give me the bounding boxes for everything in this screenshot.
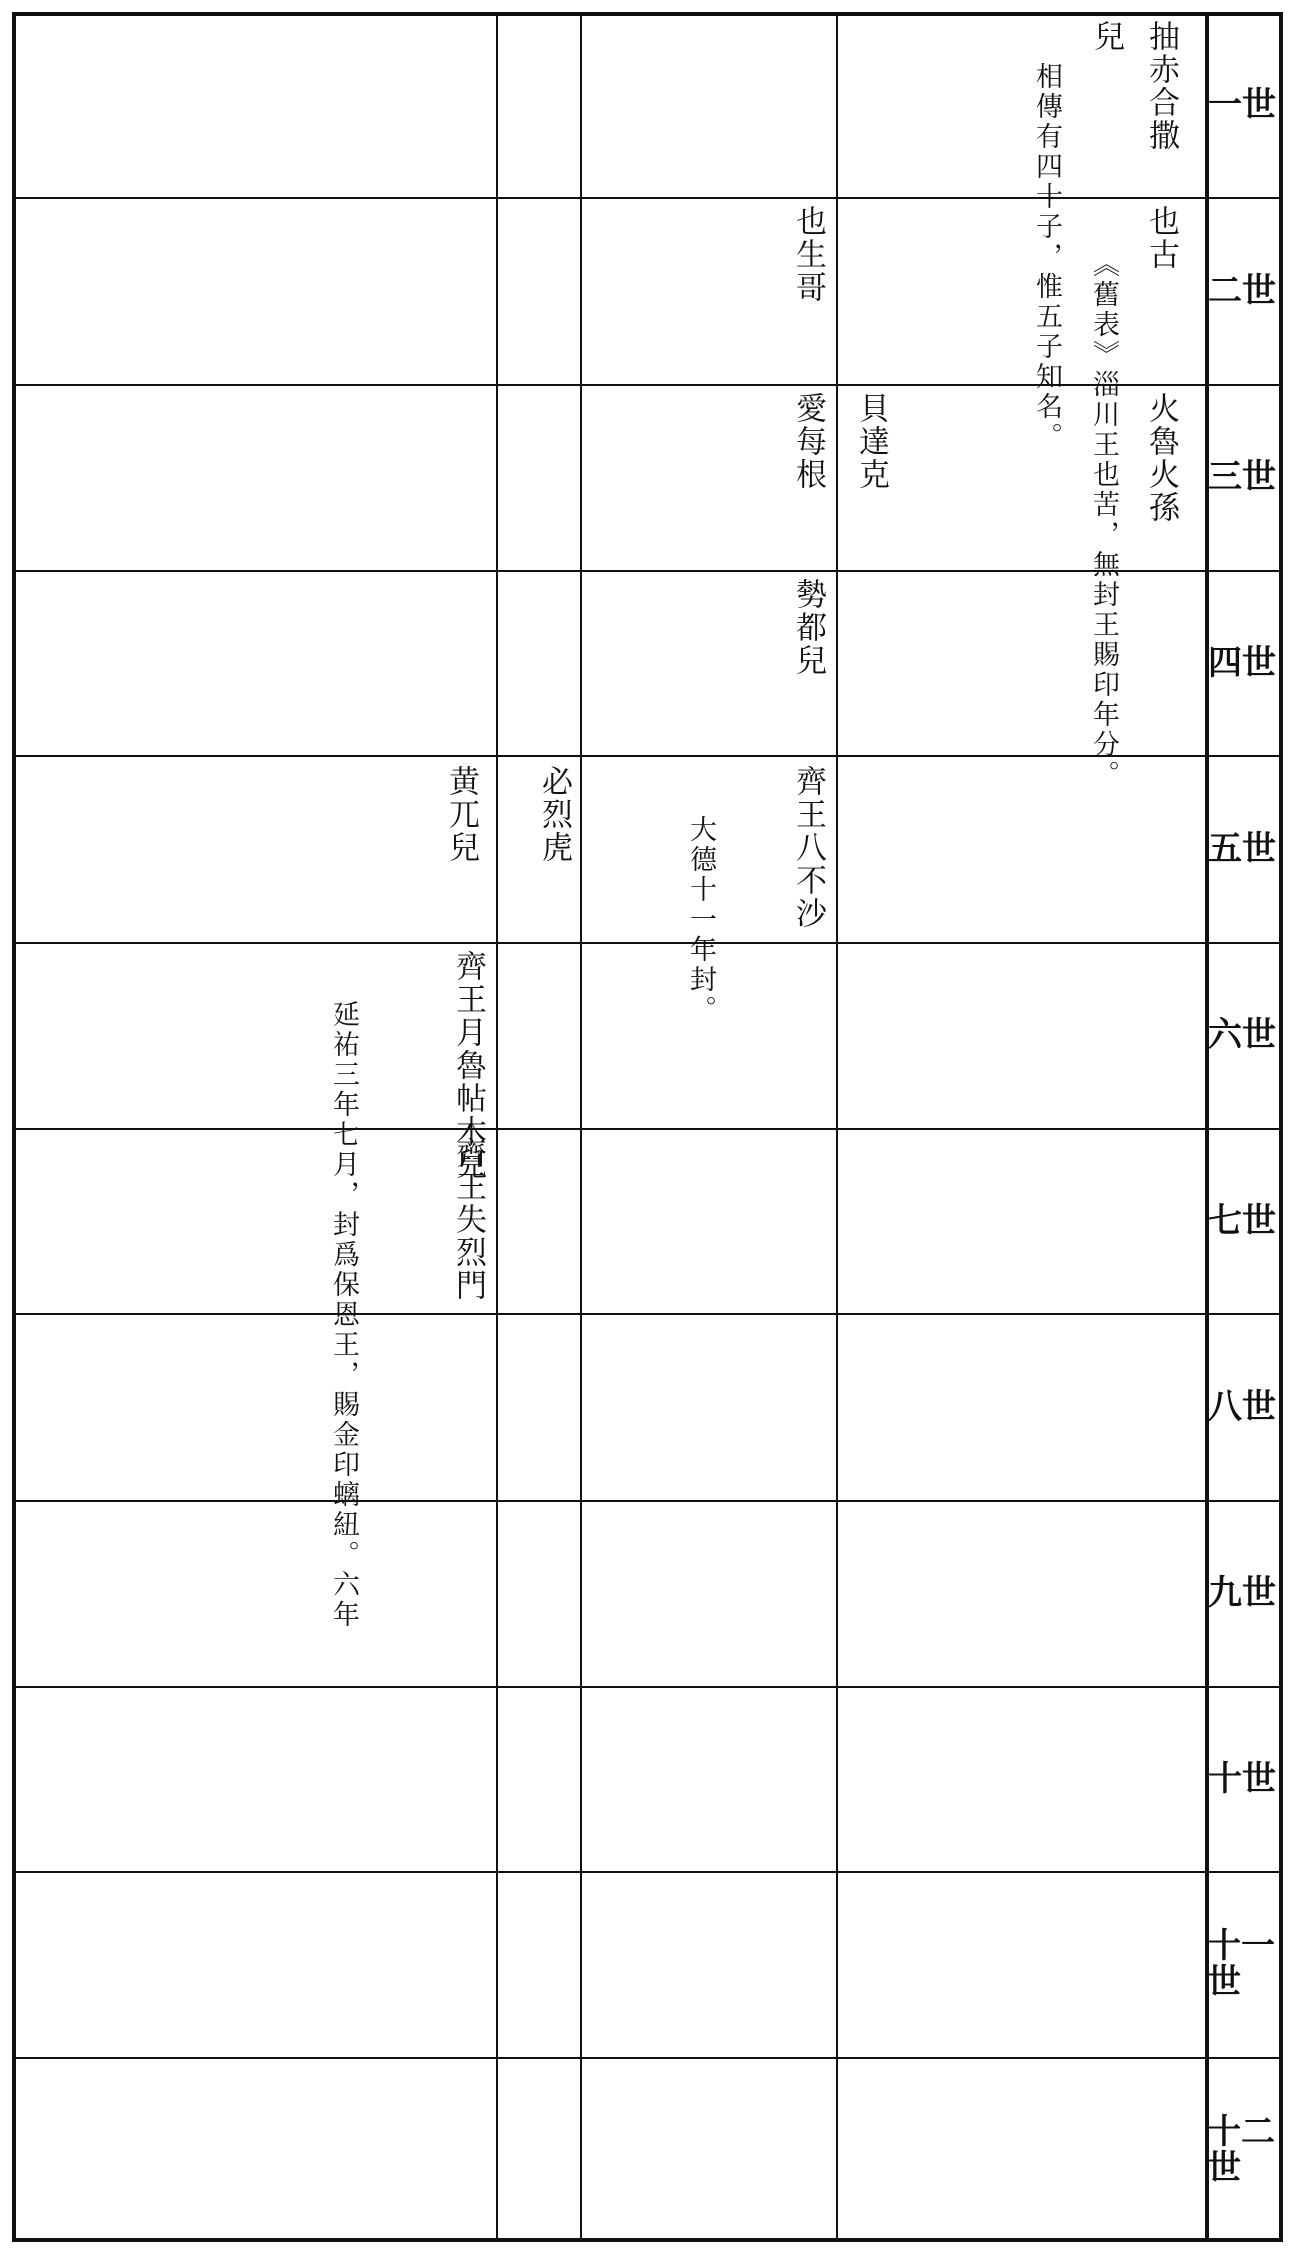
column-divider bbox=[496, 12, 498, 2242]
annotation-note: 相傳有四十子，惟五子知名。 bbox=[1031, 62, 1062, 452]
row-divider bbox=[12, 1686, 1283, 1688]
column-divider bbox=[836, 12, 838, 2242]
row-divider bbox=[12, 197, 1283, 199]
row-divider bbox=[12, 2057, 1283, 2059]
generation-label: 九世 bbox=[1208, 1573, 1276, 1614]
person-name: 黄兀兒 bbox=[443, 765, 479, 864]
generation-label: 十一世 bbox=[1207, 1926, 1275, 2002]
person-name: 抽赤合撒 bbox=[1143, 20, 1179, 152]
generation-label: 四世 bbox=[1208, 642, 1276, 683]
person-name: 齊王八不沙 bbox=[790, 765, 826, 930]
person-name: 齊王月魯帖木兒 bbox=[450, 950, 486, 1181]
row-divider bbox=[12, 1871, 1283, 1873]
generation-label: 五世 bbox=[1208, 828, 1276, 869]
child-name: 貝達克 bbox=[853, 392, 889, 491]
child-name: 愛每根 bbox=[790, 392, 826, 491]
row-divider bbox=[12, 1128, 1283, 1130]
row-divider bbox=[12, 1313, 1283, 1315]
annotation-note: 大德十一年封。 bbox=[685, 815, 716, 1025]
generation-label: 六世 bbox=[1208, 1015, 1276, 1056]
annotation-note: 《舊表》淄川王也苦，無封王賜印年分。 bbox=[1088, 250, 1119, 790]
person-name: 火魯火孫 bbox=[1143, 392, 1179, 524]
person-name: 齊王失烈門 bbox=[450, 1137, 486, 1302]
generation-label: 十世 bbox=[1208, 1758, 1276, 1799]
person-name: 也古 bbox=[1143, 205, 1179, 271]
generation-label: 一世 bbox=[1208, 84, 1276, 125]
person-name: 必烈虎 bbox=[536, 765, 572, 864]
child-name: 勢都兒 bbox=[790, 578, 826, 677]
column-divider bbox=[580, 12, 582, 2242]
row-divider bbox=[12, 942, 1283, 944]
generation-label: 八世 bbox=[1208, 1386, 1276, 1427]
annotation-note: 延祐三年七月，封爲保恩王，賜金印螭紐。六年 bbox=[328, 1000, 359, 1630]
generation-label: 七世 bbox=[1208, 1200, 1276, 1241]
generation-label: 三世 bbox=[1208, 457, 1276, 498]
row-divider bbox=[12, 1500, 1283, 1502]
generation-label: 十二世 bbox=[1207, 2111, 1275, 2188]
child-name: 也生哥 bbox=[790, 205, 826, 304]
person-name-suffix: 兒 bbox=[1088, 20, 1124, 53]
generation-label: 二世 bbox=[1208, 270, 1276, 311]
